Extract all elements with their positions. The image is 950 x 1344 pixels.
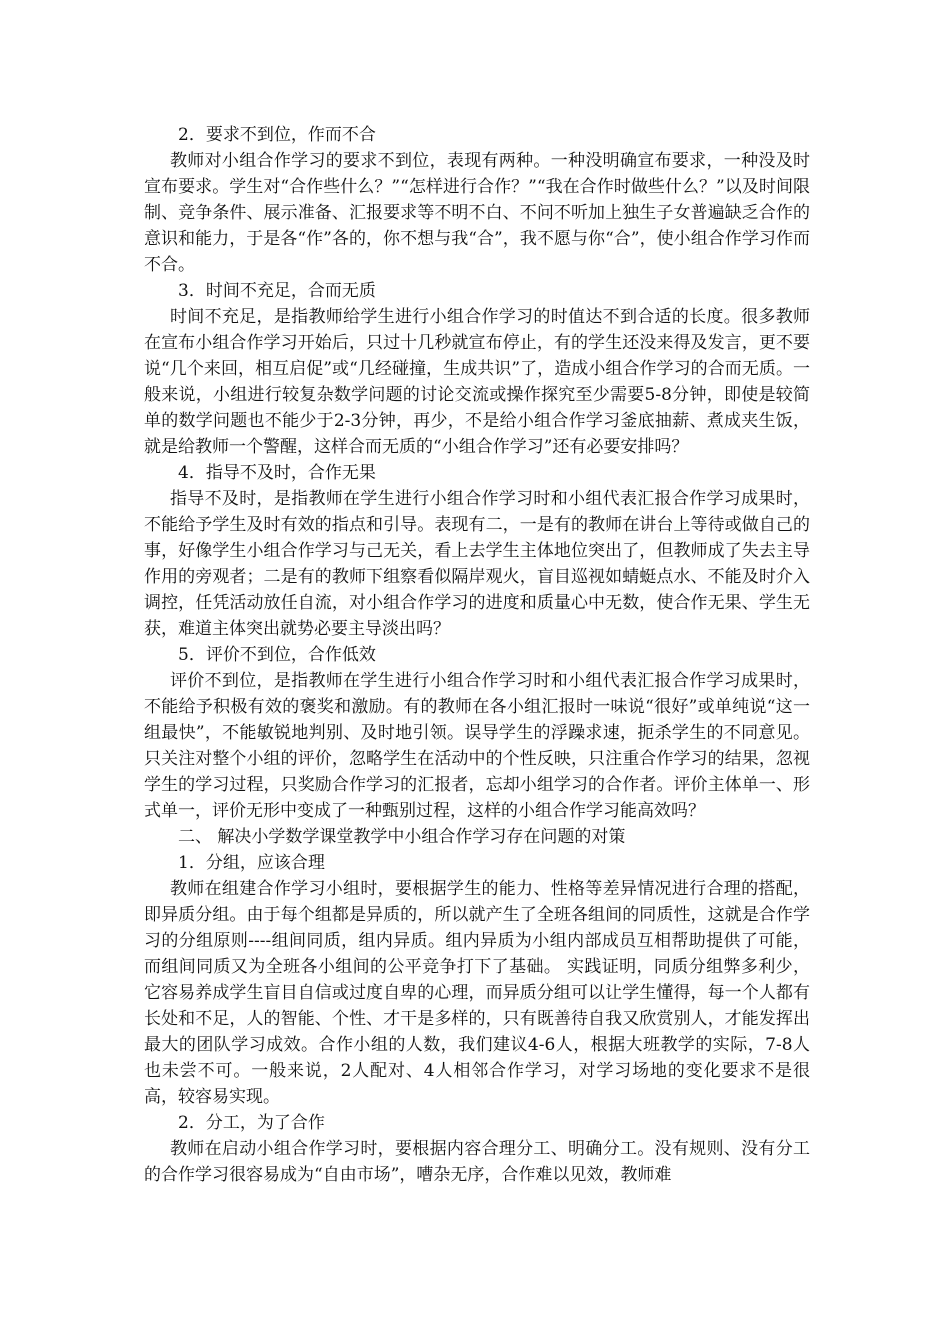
paragraph-guidance: 指导不及时，是指教师在学生进行小组合作学习时和小组代表汇报合作学习成果时，不能给予学生及时有效的指点和引导。表现有二，一是有的教师在讲台上等待或做自己的事，好像学生小组合作学习与己无关，看上去学生主体地位突出了，但教师成了失去主导作用的旁观者；二是有的教师下组察看似隔岸观火，盲目巡视如蜻蜓点水、不能及时介入调控，任凭活动放任自流，对小组合作学习的进度和质量心中无数，使合作无果、学生无获，难道主体突出就势必要主导淡出吗？: [144, 489, 810, 639]
section-heading-evaluation: 5．评价不到位，合作低效: [178, 645, 376, 665]
paragraph-evaluation: 评价不到位，是指教师在学生进行小组合作学习时和小组代表汇报合作学习成果时，不能给予积极有效的褒奖和激励。有的教师在各小组汇报时一味说“很好”或单纯说“这一组最快”，不能敏锐地判别、及时地引领。误导学生的浮躁求速，扼杀学生的不同意见。只关注对整个小组的评价，忽略学生在活动中的个性反映，只注重合作学习的结果，忽视学生的学习过程，只奖励合作学习的汇报者，忘却小组学习的合作者。评价主体单一、形式单一，评价无形中变成了一种甄别过程，这样的小组合作学习能高效吗？: [144, 671, 810, 821]
section-heading-grouping: 1．分组，应该合理: [178, 853, 325, 873]
section-heading-requirements: 2．要求不到位，作而不合: [178, 125, 376, 145]
section-heading-guidance: 4．指导不及时，合作无果: [178, 463, 376, 483]
paragraph-grouping: 教师在组建合作学习小组时，要根据学生的能力、性格等差异情况进行合理的搭配，即异质分组。由于每个组都是异质的，所以就产生了全班各组间的同质性，这就是合作学习的分组原则----组间同质，组内异质。组内异质为小组内部成员互相帮助提供了可能，而组间同质又为全班各小组间的公平竞争打下了基础。 实践证明，同质分组弊多利少，它容易养成学生盲目自信或过度自卑的心理，而异质分组可以让学生懂得，每一个人都有长处和不足，人的智能、个性、才干是多样的，只有既善待自我又欣赏别人，才能发挥出最大的团队学习成效。合作小组的人数，我们建议4-6人，根据大班教学的实际，7-8人也未尝不可。一般来说，2人配对、4人相邻合作学习，对学习场地的变化要求不是很高，较容易实现。: [144, 879, 810, 1107]
paragraph-requirements: 教师对小组合作学习的要求不到位，表现有两种。一种没明确宣布要求，一种没及时宣布要求。学生对“合作些什么？”“怎样进行合作？”“我在合作时做些什么？”以及时间限制、竞争条件、展示准备、汇报要求等不明不白、不问不听加上独生子女普遍缺乏合作的意识和能力，于是各“作”各的，你不想与我“合”，我不愿与你“合”，使小组合作学习作而不合。: [144, 151, 810, 275]
paragraph-division: 教师在启动小组合作学习时，要根据内容合理分工、明确分工。没有规则、没有分工的合作学习很容易成为“自由市场”，嘈杂无序，合作难以见效，教师难: [144, 1139, 810, 1185]
section-heading-time: 3．时间不充足，合而无质: [178, 281, 376, 301]
document-page: [144, 122, 810, 1188]
chapter-heading-solutions: 二、 解决小学数学课堂教学中小组合作学习存在问题的对策: [178, 827, 626, 847]
section-heading-division: 2．分工，为了合作: [178, 1113, 325, 1133]
paragraph-time: 时间不充足，是指教师给学生进行小组合作学习的时值达不到合适的长度。很多教师在宣布小组合作学习开始后，只过十几秒就宣布停止，有的学生还没来得及发言，更不要说“几个来回，相互启促”或“几经碰撞，生成共识”了，造成小组合作学习的合而无质。一般来说，小组进行较复杂数学问题的讨论交流或操作探究至少需要5-8分钟，即使是较简单的数学问题也不能少于2-3分钟，再少，不是给小组合作学习釜底抽薪、煮成夹生饭，就是给教师一个警醒，这样合而无质的“小组合作学习”还有必要安排吗？: [144, 307, 810, 457]
